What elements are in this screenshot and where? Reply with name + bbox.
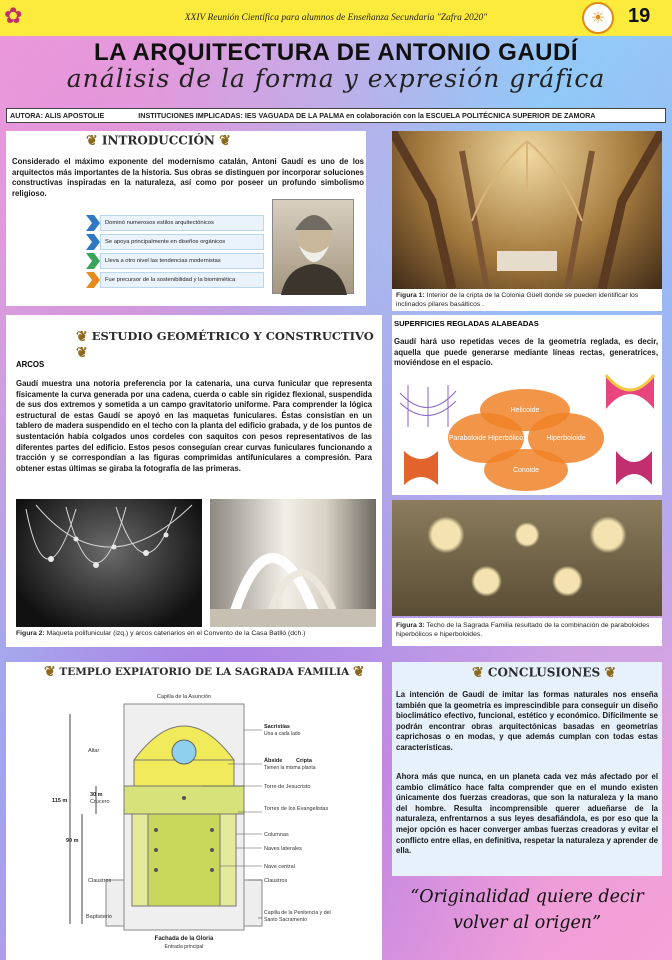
label-columnas: Columnas [264,832,289,838]
conoid-icon [610,443,658,491]
floor-plan [52,690,342,952]
ornament-icon: ❦ [472,665,484,681]
funicular-model-photo [16,499,202,627]
temple-title [44,664,365,680]
figure-label: Figura 3: [396,622,425,629]
gaudi-portrait [272,199,354,294]
arches-illustration [210,499,376,627]
ornament-icon: ❦ [76,329,88,345]
ornament-icon: ❦ [352,664,365,680]
geometric-title [76,329,382,361]
label-capilla-penitencia-wrap [264,910,342,932]
flower-logo-icon: ✿ [4,3,23,28]
label-crucero-m: 30 m [90,792,103,798]
hyperbolic-paraboloid-icon [602,365,658,419]
bullet-text: Dominó numerosos estilos arquitectónicos [100,215,264,231]
temple-title-text: TEMPLO EXPIATORIO DE LA SAGRADA FAMILIA [59,666,350,678]
label-abside: Ábside [264,758,283,764]
bullet-item [86,234,264,250]
chevron-icon [86,272,100,288]
geometric-panel [6,315,382,647]
header-bar [0,0,672,36]
sagrada-ceiling-photo [392,500,662,616]
figure-1-caption [392,289,662,311]
portrait-illustration [273,200,355,295]
conclusions-title [472,665,616,681]
ornament-icon: ❦ [604,665,617,681]
label-entrada: Entrada principal [164,944,204,950]
ruled-heading: SUPERFICIES REGLADAS ALABEADAS [394,319,539,328]
ruled-surface-3d-icon [398,383,458,429]
figure-2-caption [16,629,376,638]
figure-label: Figura 1: [396,292,425,299]
label-naves-laterales: Naves laterales [264,846,302,852]
author-bar [6,108,666,123]
caption-text: Interior de la cripta de la Colonia Güell donde se pueden identificar los inclinados pilares basálticos . [396,292,639,308]
conference-seal-icon: ☀ [582,2,614,34]
label-115m: 115 m [52,798,68,804]
label-torre-jesucristo: Torre de Jesucristo [264,784,311,790]
intro-title-text: INTRODUCCIÓN [101,133,215,148]
funicular-illustration [16,499,202,627]
venn-conoide: Conoide [484,449,568,491]
label-altar: Altar [88,748,100,754]
bullet-item [86,215,264,231]
crypt-photo [392,131,662,289]
conclusions-text-2: Ahora más que nunca, en un planeta cada vez más afectado por el cambio climático hace falta comprender que en el mundo existen únicamente dos fuerzas creadoras, que son la naturaleza y la mano del hombre. Resulta incomprensible querer adueñarse de la naturaleza, enfrentarnos a sus leyes desafiándola, es por eso que la mejor opción es hacer converger ambas fuerzas creadoras y evitar el conflicto entre ellas, en definitiva, respetar la naturaleza y aprender de ella. [396,772,658,856]
conclusions-title-text: CONCLUSIONES [487,665,601,680]
conference-banner: XXIV Reunión Científica para alumnos de Enseñanza Secundaria "Zafra 2020" [184,13,488,23]
geometric-title-text: ESTUDIO GEOMÉTRICO Y CONSTRUCTIVO [91,329,374,343]
author: AUTORA: ALIS APOSTOLIE [10,111,105,120]
venn-hiperboloide: Hiperboloide [528,413,604,463]
crypt-illustration [392,131,662,289]
label-claustros-left: Claustros [88,878,112,884]
conclusions-text-1: La intención de Gaudí de imitar las formas naturales nos enseña también que la geometría es imprescindible para conseguir un diseño bioclimático efectivo, funcional, estético y económico. Difícilmente se podrán encontrar obras arquitectónicas basadas en geometrías caprichosas o en modas, y que además cumplan con todas estas características. [396,690,658,752]
label-capilla: Capilla de la Asunción [156,694,212,700]
ruled-text: Gaudí hará uso repetidas veces de la geometría reglada, es decir, aquella que puede generarse mediante líneas rectas, generatrices, moviéndose en el espacio. [394,337,658,368]
chevron-icon [86,234,100,250]
label-90m: 90 m [66,838,79,844]
label-cripta: Cripta [296,758,312,764]
page-number: 19 [628,5,651,27]
poster-title: LA ARQUITECTURA DE ANTONIO GAUDÍ [94,39,578,66]
label-capilla-penitencia: Capilla de la Penitencia y del Santo Sacramento [264,910,331,923]
intro-text: Considerado el máximo exponente del modernismo catalán, Antoni Gaudí es uno de los arquitectos más importantes de la historia. Sus obras se distinguen por incorporar soluciones constructivas inspiradas en la naturaleza, así como por poseer un profundo simbolismo religioso. [12,157,364,198]
label-claustros-right: Claustros [264,878,288,884]
label-torres-evangelistas: Torres de los Evangelistas [264,806,329,812]
intro-bullet-list [86,215,264,291]
arcos-heading: ARCOS [16,360,45,369]
venn-paraboloide: Paraboloide Hiperbólico [448,413,524,463]
chevron-icon [86,215,100,231]
ornament-icon: ❦ [76,345,88,361]
figure-3-caption [392,618,662,646]
bullet-text: Fue precursor de la sostenibilidad y la biomimética [100,272,264,288]
gaudi-quote: “Originalidad quiere decir volver al origen” [410,887,644,933]
poster-subtitle: análisis de la forma y expresión gráfica [66,64,606,93]
ornament-icon: ❦ [44,664,56,680]
figure-label: Figura 2: [16,630,45,637]
bullet-item [86,253,264,269]
label-crucero: Crucero [90,799,110,805]
caption-text: Maqueta polifunicular (izq.) y arcos catenarios en el Convento de la Casa Batlló (dch.) [44,630,306,637]
label-baptisterio: Baptisterio [86,914,112,920]
label-nave-central: Nave central [264,864,295,870]
chevron-icon [86,253,100,269]
institutions: INSTITUCIONES IMPLICADAS: IES VAGUADA DE LA PALMA en colaboración con la ESCUELA POLITÉCNICA SUPERIOR DE ZAMORA [138,111,596,120]
geometric-text: Gaudí muestra una notoria preferencia por la catenaria, una curva funicular que representa físicamente la curva generada por una cadena, cuerda o cable sin rigidez flexional, suspendida de sus dos extremos y sometida a un campo gravitatorio uniforme. Para comprender la lógica estructural de estas Gaudí se apoyó en las maquetas funiculares. Éstas consistían en un tablero de madera suspendido en el techo con la planta del edificio grabada, y de los puntos de sustentación había colgados unos cordeles con saquitos con pesos representativos de las diferentes partes del edificio. Estos pesos conseguían crear curvas funiculares funcionando a tracción y se correspondían a las figuras comprimidas antifuniculares a compresión. Para obtener estas últimas se giraba la fotografía de las primeras. [16,379,372,473]
bullet-text: Lleva a otro nivel las tendencias modernistas [100,253,264,269]
label-sacristias-sub: Una a cada lado [264,731,301,737]
intro-panel [6,131,366,306]
catenary-arches-photo [210,499,376,627]
intro-title [86,133,231,149]
ruled-surfaces-panel [392,315,662,495]
ornament-icon: ❦ [86,133,98,149]
caption-text: Techo de la Sagrada Familia resultado de la combinación de paraboloides hiperbólicos e hiperboloides. [396,622,650,638]
label-abside-sub: Tienen la misma planta [264,765,316,771]
label-sacristias: Sacristías [264,724,290,730]
venn-helicoide: Helicoide [480,389,570,431]
hyperboloid-icon [398,445,444,491]
label-fachada: Fachada de la Gloria [154,936,214,942]
bullet-text: Se apoya principalmente en diseños orgánicos [100,234,264,250]
bullet-item [86,272,264,288]
ornament-icon: ❦ [219,133,231,149]
